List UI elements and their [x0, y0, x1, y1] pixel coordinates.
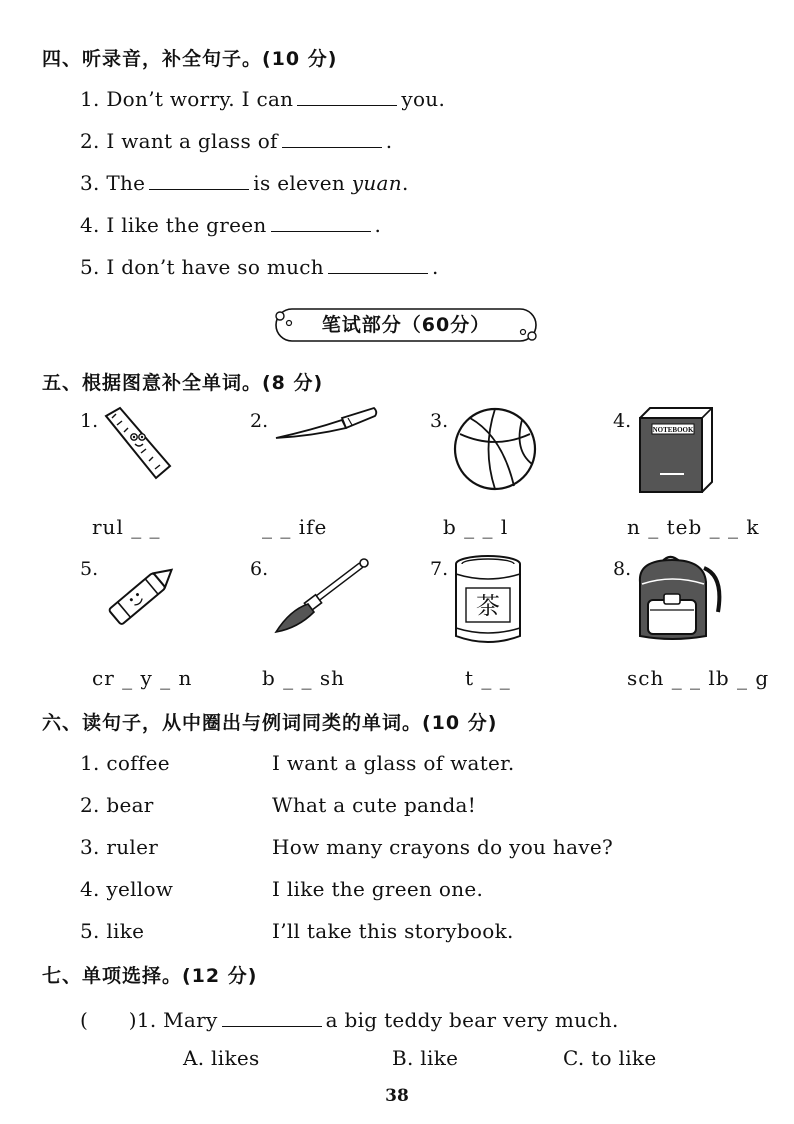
answer-blank-2[interactable] [282, 129, 382, 148]
example-word-3: 3. ruler [80, 835, 159, 859]
option-c[interactable]: C. to like [563, 1046, 657, 1070]
example-word-1: 1. coffee [80, 751, 170, 775]
word-5: cr _ y _ n [92, 666, 193, 690]
answer-blank-3[interactable] [149, 171, 249, 190]
answer-paren[interactable]: ( ) [80, 1008, 137, 1032]
tea-can-label: 茶 [476, 592, 500, 620]
picture-number-5: 5. [80, 558, 99, 580]
tea-can-icon [452, 554, 524, 646]
picture-number-3: 3. [430, 410, 449, 432]
word-3: b _ _ l [443, 515, 509, 539]
option-b[interactable]: B. like [392, 1046, 459, 1070]
brush-icon [268, 554, 376, 636]
notebook-icon [636, 404, 716, 496]
question-blank [222, 1008, 322, 1027]
option-a[interactable]: A. likes [183, 1046, 260, 1070]
page-number: 38 [385, 1086, 409, 1106]
answer-blank-4[interactable] [271, 213, 371, 232]
circle-sentence-5[interactable]: I’ll take this storybook. [272, 919, 514, 943]
word-1: rul _ _ [92, 515, 161, 539]
notebook-label: NOTEBOOK [652, 426, 694, 434]
word-6: b _ _ sh [262, 666, 346, 690]
section-7-title: 七、单项选择。(12 分) [42, 965, 258, 987]
schoolbag-icon [632, 552, 726, 644]
circle-sentence-2[interactable]: What a cute panda! [272, 793, 477, 817]
sentence-2: 2. I want a glass of . [80, 129, 393, 153]
word-7: t _ _ [465, 666, 511, 690]
sentence-4: 4. I like the green . [80, 213, 382, 237]
answer-blank-1[interactable] [297, 87, 397, 106]
crayon-icon [100, 555, 188, 631]
picture-number-4: 4. [613, 410, 632, 432]
ruler-icon [98, 404, 178, 486]
section-6-title: 六、读句子，从中圈出与例词同类的单词。(10 分) [42, 712, 498, 734]
section-4-title: 四、听录音，补全句子。(10 分) [42, 48, 338, 70]
circle-sentence-3[interactable]: How many crayons do you have? [272, 835, 614, 859]
picture-number-8: 8. [613, 558, 632, 580]
sentence-3: 3. The is eleven yuan. [80, 171, 409, 195]
knife-icon [272, 404, 380, 444]
banner-text: 笔试部分（60分） [321, 314, 491, 336]
picture-number-1: 1. [80, 410, 99, 432]
picture-number-2: 2. [250, 410, 269, 432]
example-word-4: 4. yellow [80, 877, 174, 901]
word-8: sch _ _ lb _ g [627, 666, 770, 690]
word-2: _ _ ife [262, 515, 328, 539]
section-5-title: 五、根据图意补全单词。(8 分) [42, 372, 324, 394]
example-word-2: 2. bear [80, 793, 154, 817]
ball-icon [452, 406, 538, 492]
answer-blank-5[interactable] [328, 255, 428, 274]
sentence-5: 5. I don’t have so much . [80, 255, 439, 279]
word-4: n _ teb _ _ k [627, 515, 760, 539]
picture-number-6: 6. [250, 558, 269, 580]
sentence-1: 1. Don’t worry. I can you. [80, 87, 446, 111]
circle-sentence-4[interactable]: I like the green one. [272, 877, 484, 901]
written-part-banner [272, 305, 540, 345]
picture-number-7: 7. [430, 558, 449, 580]
circle-sentence-1[interactable]: I want a glass of water. [272, 751, 515, 775]
example-word-5: 5. like [80, 919, 145, 943]
choice-question-1: ( )1. Mary a big teddy bear very much. [80, 1008, 619, 1032]
